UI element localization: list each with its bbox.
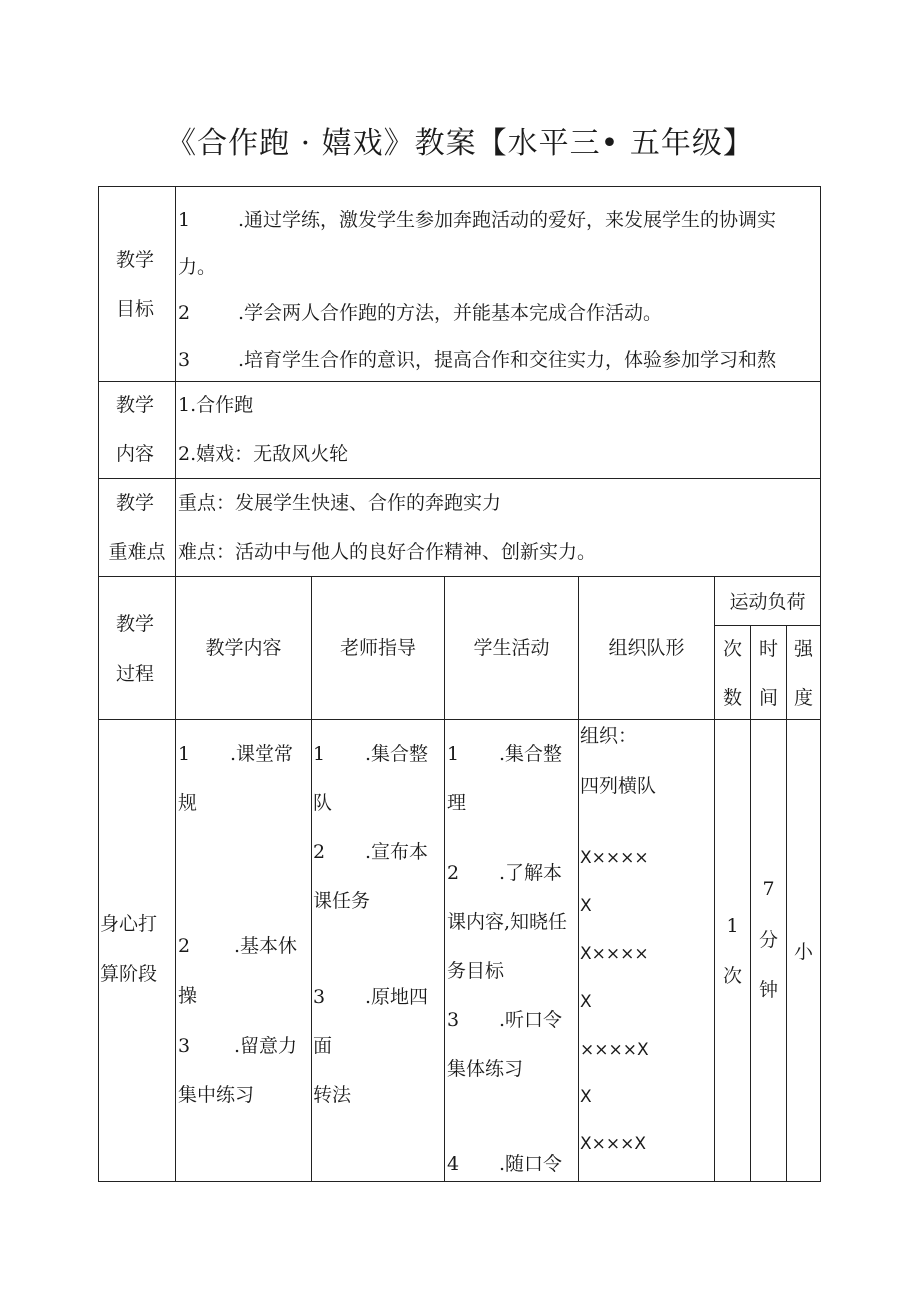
- formation-row-5: ××××X: [580, 1040, 649, 1060]
- keypoints-label-1: 教学: [116, 492, 155, 514]
- teacher-guide-2-cont: 课任务: [313, 890, 371, 912]
- process-label-2: 过程: [116, 663, 155, 685]
- goal-item-3-num: 3: [178, 349, 191, 371]
- student-activity-item-4: [447, 1140, 562, 1188]
- goal-item-1-num: 1: [178, 209, 191, 231]
- col-time-2: 间: [758, 687, 778, 709]
- time-unit-1: 分: [758, 929, 778, 951]
- formation-label: 组织：: [580, 725, 638, 747]
- student-activity-4-text: .随口令: [499, 1153, 563, 1175]
- page-title: 《合作跑 · 嬉戏》教案【水平三• 五年级】: [166, 126, 754, 161]
- goal-item-3: [178, 336, 776, 384]
- student-activity-2-num: 2: [447, 862, 460, 884]
- time-value: 7: [762, 878, 775, 900]
- teacher-guide-1-num: 1: [313, 743, 326, 765]
- col-time-1: 时: [758, 638, 778, 660]
- keypoint-difficulty: 难点：活动中与他人的良好合作精神、创新实力。: [178, 541, 597, 563]
- content-item-2: 2.嬉戏：无敌风火轮: [178, 443, 349, 465]
- col-count-2: 数: [722, 687, 742, 709]
- formation-row-7: X×××X: [580, 1134, 647, 1154]
- teacher-guide-3-num: 3: [313, 986, 326, 1008]
- col-teach-content: 教学内容: [205, 637, 282, 659]
- teach-content-2-num: 2: [178, 935, 191, 957]
- teach-content-item-3: [178, 1022, 297, 1070]
- student-activity-1-text: .集合整: [499, 743, 563, 765]
- student-activity-2-text: .了解本: [499, 862, 563, 884]
- teacher-guide-2-num: 2: [313, 841, 326, 863]
- goal-item-1-cont: 力。: [178, 256, 217, 278]
- formation-type: 四列横队: [580, 775, 657, 797]
- teacher-guide-3-text: .原地四: [365, 986, 429, 1008]
- teach-content-1-num: 1: [178, 743, 191, 765]
- teacher-guide-3-cont2: 转法: [313, 1084, 352, 1106]
- col-count-1: 次: [722, 638, 742, 660]
- content-label-2: 内容: [116, 443, 155, 465]
- keypoints-label-2: 重难点: [108, 541, 166, 563]
- teach-content-item-2: [178, 922, 297, 970]
- teacher-guide-1-cont: 队: [313, 792, 333, 814]
- teacher-guide-3-cont: 面: [313, 1035, 333, 1057]
- formation-row-1: X××××: [580, 848, 649, 868]
- stage1-label-1: 身心打: [100, 913, 158, 935]
- student-activity-4-num: 4: [447, 1153, 460, 1175]
- goal-item-1: [178, 196, 776, 244]
- goal-item-1-text: .通过学练，激发学生参加奔跑活动的爱好，来发展学生的协调实: [238, 209, 777, 231]
- goal-item-2: [178, 289, 662, 337]
- formation-row-6: X: [580, 1087, 592, 1107]
- time-unit-2: 钟: [758, 979, 778, 1001]
- formation-row-2: X: [580, 896, 592, 916]
- teacher-guide-item-1: [313, 730, 428, 778]
- teacher-guide-2-text: .宣布本: [365, 841, 429, 863]
- keypoint-focus: 重点：发展学生快速、合作的奔跑实力: [178, 492, 502, 514]
- student-activity-1-num: 1: [447, 743, 460, 765]
- goal-item-2-text: .学会两人合作跑的方法，并能基本完成合作活动。: [238, 302, 663, 324]
- goals-label-2: 目标: [116, 298, 155, 320]
- content-label-1: 教学: [116, 394, 155, 416]
- teach-content-2-text: .基本休: [234, 935, 298, 957]
- content-item-1: 1.合作跑: [178, 394, 254, 416]
- count-value: 1: [726, 915, 739, 937]
- student-activity-3-text: .听口令: [499, 1009, 563, 1031]
- teacher-guide-item-3: [313, 973, 428, 1021]
- student-activity-2-cont: 课内容,知晓任: [447, 911, 568, 933]
- process-label-1: 教学: [116, 613, 155, 635]
- formation-row-4: X: [580, 992, 592, 1012]
- student-activity-3-num: 3: [447, 1009, 460, 1031]
- col-formation: 组织队形: [608, 637, 685, 659]
- goal-item-2-num: 2: [178, 302, 191, 324]
- col-teacher-guide: 老师指导: [339, 637, 416, 659]
- formation-row-3: X××××: [580, 944, 649, 964]
- student-activity-item-3: [447, 996, 562, 1044]
- count-unit: 次: [722, 965, 742, 987]
- teach-content-3-cont: 集中练习: [178, 1084, 255, 1106]
- teach-content-1-cont: 规: [178, 792, 198, 814]
- teacher-guide-item-2: [313, 828, 428, 876]
- student-activity-3-cont: 集体练习: [447, 1058, 524, 1080]
- goals-label-1: 教学: [116, 249, 155, 271]
- teach-content-item-1: [178, 730, 293, 778]
- col-intensity-2: 度: [793, 687, 813, 709]
- teach-content-3-num: 3: [178, 1035, 191, 1057]
- teach-content-1-text: .课堂常: [230, 743, 294, 765]
- student-activity-1-cont: 理: [447, 792, 467, 814]
- goal-item-3-text: .培育学生合作的意识，提高合作和交往实力，体验参加学习和熬: [238, 349, 777, 371]
- student-activity-item-1: [447, 730, 562, 778]
- col-load-group: 运动负荷: [729, 591, 806, 613]
- col-intensity-1: 强: [793, 638, 813, 660]
- student-activity-2-cont2: 务目标: [447, 960, 505, 982]
- intensity-value: 小: [793, 941, 813, 963]
- teach-content-2-cont: 操: [178, 985, 198, 1007]
- teach-content-3-text: .留意力: [234, 1035, 298, 1057]
- teacher-guide-1-text: .集合整: [365, 743, 429, 765]
- stage1-label-2: 算阶段: [100, 963, 158, 985]
- student-activity-item-2: [447, 849, 562, 897]
- col-student-activity: 学生活动: [473, 637, 550, 659]
